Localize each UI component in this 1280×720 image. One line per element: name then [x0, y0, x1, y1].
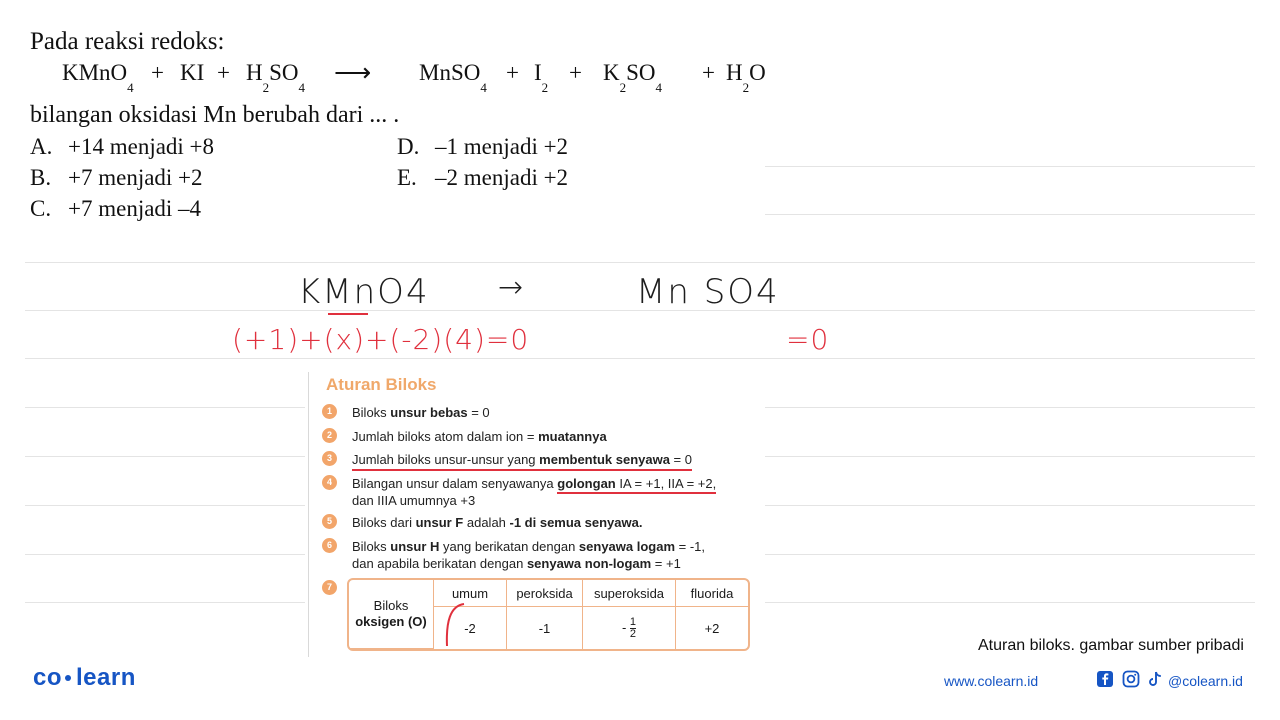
hand-equation-right: =0	[786, 323, 830, 356]
table-header-cell: fluorida	[676, 580, 748, 607]
option-a[interactable]	[30, 134, 214, 160]
hand-underline-mn	[328, 313, 368, 315]
notebook-rule	[25, 505, 305, 506]
eq-term-i2: $I_2$	[534, 60, 549, 95]
rule-text: = -1,	[675, 539, 706, 554]
rule-bold-text: senyawa logam	[578, 539, 676, 554]
notebook-rule	[765, 456, 1255, 457]
table-header-cell: peroksida	[507, 580, 583, 607]
notebook-rule	[765, 214, 1255, 215]
hand-equation-left: (+1)+(x)+(-2)(4)=0	[232, 323, 530, 356]
rule-number-badge: 5	[322, 514, 337, 529]
option-letter: E.	[397, 165, 417, 190]
fraction	[630, 617, 636, 640]
table-value-cell: -1	[507, 607, 583, 649]
notebook-rule	[25, 262, 1255, 263]
notebook-rule	[25, 407, 305, 408]
table-row-label	[349, 580, 434, 649]
rule-bold-text: senyawa non-logam	[526, 556, 652, 571]
rule-text: adalah	[463, 515, 510, 530]
eq-plus: +	[217, 60, 230, 85]
aturan-title: Aturan Biloks	[326, 375, 437, 394]
rule-text: IA = +1, IIA = +2,	[615, 476, 717, 491]
eq-term-h2o: $H_2O$	[726, 60, 766, 95]
tiktok-icon[interactable]	[1146, 670, 1164, 688]
option-e[interactable]	[397, 165, 568, 191]
rule-text: Bilangan unsur dalam senyawanya	[352, 476, 558, 491]
rule-text: Jumlah biloks atom dalam ion =	[352, 429, 539, 444]
option-d[interactable]	[397, 134, 568, 160]
notebook-rule	[765, 602, 1255, 603]
table-value: -2	[464, 620, 476, 636]
rule-bold-text: unsur bebas	[390, 405, 468, 420]
fraction-numerator: 1	[629, 615, 637, 628]
table-header-cell: umum	[434, 580, 507, 607]
logo-dot	[65, 675, 71, 681]
option-letter: B.	[30, 165, 52, 190]
rule-text: = +1	[651, 556, 681, 571]
website-link[interactable]: www.colearn.id	[944, 673, 1039, 689]
rule-number-badge: 3	[322, 451, 337, 466]
notebook-rule	[765, 407, 1255, 408]
table-header-cell: superoksida	[583, 580, 676, 607]
option-letter: D.	[397, 134, 420, 159]
option-letter: C.	[30, 196, 52, 221]
panel-divider	[308, 372, 309, 657]
rule-text: = 0	[467, 405, 490, 420]
rule-number-badge: 4	[322, 475, 337, 490]
rule-number-badge: 7	[322, 580, 337, 595]
notebook-rule	[25, 358, 1255, 359]
image-caption: Aturan biloks. gambar sumber pribadi	[978, 637, 1244, 654]
eq-term-mnso4: MnSO$_4$	[419, 60, 487, 95]
eq-plus: +	[702, 60, 715, 85]
eq-plus: +	[151, 60, 164, 85]
notebook-rule	[25, 554, 305, 555]
rule-bold-text: membentuk senyawa	[539, 452, 670, 467]
option-text: –1 menjadi +2	[435, 134, 569, 159]
eq-plus: +	[506, 60, 519, 85]
rule-text: Biloks dari	[352, 515, 416, 530]
rule-bold-text: unsur H	[390, 539, 440, 554]
option-letter: A.	[30, 134, 53, 159]
notebook-rule	[765, 554, 1255, 555]
rule-text: Biloks	[352, 539, 391, 554]
rule-bold-text: unsur F	[415, 515, 464, 530]
table-value-cell	[583, 607, 676, 649]
rule-text: = 0	[669, 452, 692, 467]
rule-bold-text: golongan	[557, 476, 616, 491]
hand-arrow: →	[498, 270, 526, 305]
reaction-arrow: ⟶	[334, 58, 372, 87]
eq-term-k2so4: $K_2SO_4$	[603, 60, 663, 95]
option-text: –2 menjadi +2	[435, 165, 569, 190]
question-intro: Pada reaksi redoks:	[30, 28, 225, 55]
rule-text: yang berikatan dengan	[439, 539, 579, 554]
eq-term-h2so4: $H_2SO_4$	[246, 60, 306, 95]
eq-plus: +	[569, 60, 582, 85]
rule-bold-text: -1 di semua senyawa.	[509, 515, 643, 530]
table-label-line: Biloks	[373, 598, 409, 613]
option-text: +14 menjadi +8	[68, 134, 215, 159]
hand-formula-kmno4: KMnO4	[298, 272, 430, 312]
notebook-rule	[765, 505, 1255, 506]
hand-bracket-mark	[438, 600, 468, 650]
logo-text: co	[33, 664, 63, 691]
question-stem: bilangan oksidasi Mn berubah dari ... .	[30, 102, 400, 128]
eq-term-ki: KI	[180, 60, 205, 85]
rule-bold-text: muatannya	[538, 429, 607, 444]
rule-text: Biloks	[352, 405, 391, 420]
colearn-logo[interactable]	[33, 664, 136, 692]
notebook-rule	[25, 602, 305, 603]
eq-term-kmno4: KMnO$_4$	[62, 60, 134, 95]
rule-text: dan IIIA umumnya +3	[352, 493, 476, 508]
notebook-rule	[765, 166, 1255, 167]
fraction-denominator: 2	[629, 627, 637, 640]
table-value-cell: +2	[704, 620, 720, 636]
option-text: +7 menjadi +2	[68, 165, 203, 190]
table-value: -	[621, 619, 627, 635]
oxygen-biloks-table	[347, 578, 750, 651]
rule-underline	[352, 451, 692, 471]
option-c[interactable]	[30, 196, 201, 222]
social-handle[interactable]: @colearn.id	[1168, 673, 1243, 689]
table-label-line: oksigen (O)	[355, 614, 427, 629]
instagram-icon[interactable]	[1122, 670, 1140, 688]
option-text: +7 menjadi –4	[68, 196, 202, 221]
option-b[interactable]	[30, 165, 203, 191]
rule-text: dan apabila berikatan dengan	[352, 556, 527, 571]
facebook-icon[interactable]	[1096, 670, 1114, 688]
hand-formula-mnso4: Mn SO4	[636, 272, 780, 312]
rule-number-badge: 2	[322, 428, 337, 443]
rule-number-badge: 1	[322, 404, 337, 419]
logo-text: learn	[76, 664, 136, 691]
rule-number-badge: 6	[322, 538, 337, 553]
notebook-rule	[25, 456, 305, 457]
rule-text: Jumlah biloks unsur-unsur yang	[352, 452, 540, 467]
